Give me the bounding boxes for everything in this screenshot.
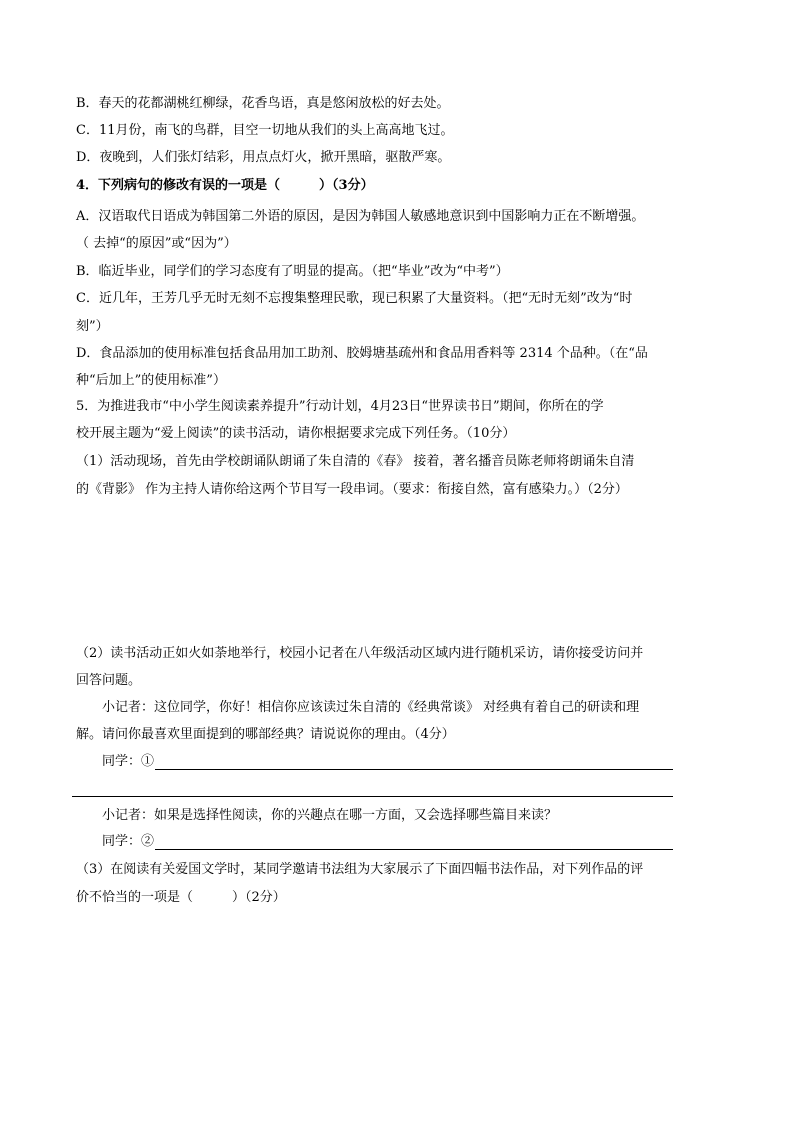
q5-part3-line2: 价不恰当的一项是（ ）（2分） — [76, 890, 286, 905]
q4-option-d-line1: D．食品添加的使用标准包括食品用加工助剂、胶姆塘基疏州和食品用香料等 2314 个品种。（在“品 — [76, 346, 648, 361]
q4-option-a-line1: A．汉语取代日语成为韩国第二外语的原因，是因为韩国人敏感地意识到中国影响力正在不断增强。 — [76, 209, 645, 224]
q5-stem-line1: 5．为推进我市“中小学生阅读素养提升”行动计划，4月23日“世界读书日”期间，你所在的学 — [76, 399, 604, 414]
reporter-question1-line1: 小记者：这位同学，你好！相信你应该读过朱自清的《经典常谈》 对经典有着自己的研读和理 — [102, 700, 640, 715]
q5-part1-line2: 的《背影》 作为主持人请你给这两个节目写一段串词。（要求：衔接自然，富有感染力。）（2分） — [76, 482, 628, 497]
student-answer2-label: 同学：② — [102, 834, 155, 849]
reporter-question2: 小记者：如果是选择性阅读，你的兴趣点在哪一方面，又会选择哪些篇目来读？ — [102, 808, 558, 823]
answer1-line[interactable] — [155, 769, 673, 770]
q4-option-a-line2: （ 去掉“的原因”或“因为”） — [76, 236, 237, 251]
q4-option-c-line1: C．近几年，王芳几乎无时无刻不忘搜集整理民歌，现已积累了大量资料。（把“无时无刻”改为“时 — [76, 291, 633, 306]
q4-option-d-line2: 种“后加上”的使用标准”） — [76, 373, 226, 388]
q5-part3-line1: （3）在阅读有关爱国文学时，某同学邀请书法组为大家展示了下面四幅书法作品，对下列作品的评 — [76, 862, 644, 877]
q4-option-c-line2: 刻”） — [76, 319, 109, 334]
reporter-question1-line2: 解。请问你最喜欢里面提到的哪部经典？请说说你的理由。（4分） — [76, 727, 455, 742]
q4-stem: 4．下列病句的修改有误的一项是（ ）（3分） — [76, 178, 374, 193]
q3-option-d: D．夜晚到，人们张灯结彩，用点点灯火，掀开黑暗，驱散严寒。 — [76, 150, 451, 165]
student-answer1-label: 同学：① — [102, 754, 155, 769]
q3-option-c: C．11月份，南飞的鸟群，目空一切地从我们的头上高高地飞过。 — [76, 123, 454, 138]
q5-part2-line2: 回答问题。 — [76, 673, 142, 688]
answer2-line[interactable] — [155, 849, 673, 850]
answer1-line-continued[interactable] — [72, 796, 673, 797]
q5-stem-line2: 校开展主题为“爱上阅读”的读书活动，请你根据要求完成下列任务。（10分） — [76, 426, 516, 441]
q3-option-b: B．春天的花都湖桃红柳绿，花香鸟语，真是悠闲放松的好去处。 — [76, 96, 450, 111]
q5-part1-line1: （1）活动现场，首先由学校朗诵队朗诵了朱自清的《春》 接着，著名播音员陈老师将朗诵朱自清 — [76, 454, 635, 469]
q5-part2-line1: （2）读书活动正如火如荼地举行，校园小记者在八年级活动区域内进行随机采访，请你接受访问并 — [76, 646, 644, 661]
q4-option-b: B．临近毕业，同学们的学习态度有了明显的提高。（把“毕业”改为“中考”） — [76, 264, 509, 279]
